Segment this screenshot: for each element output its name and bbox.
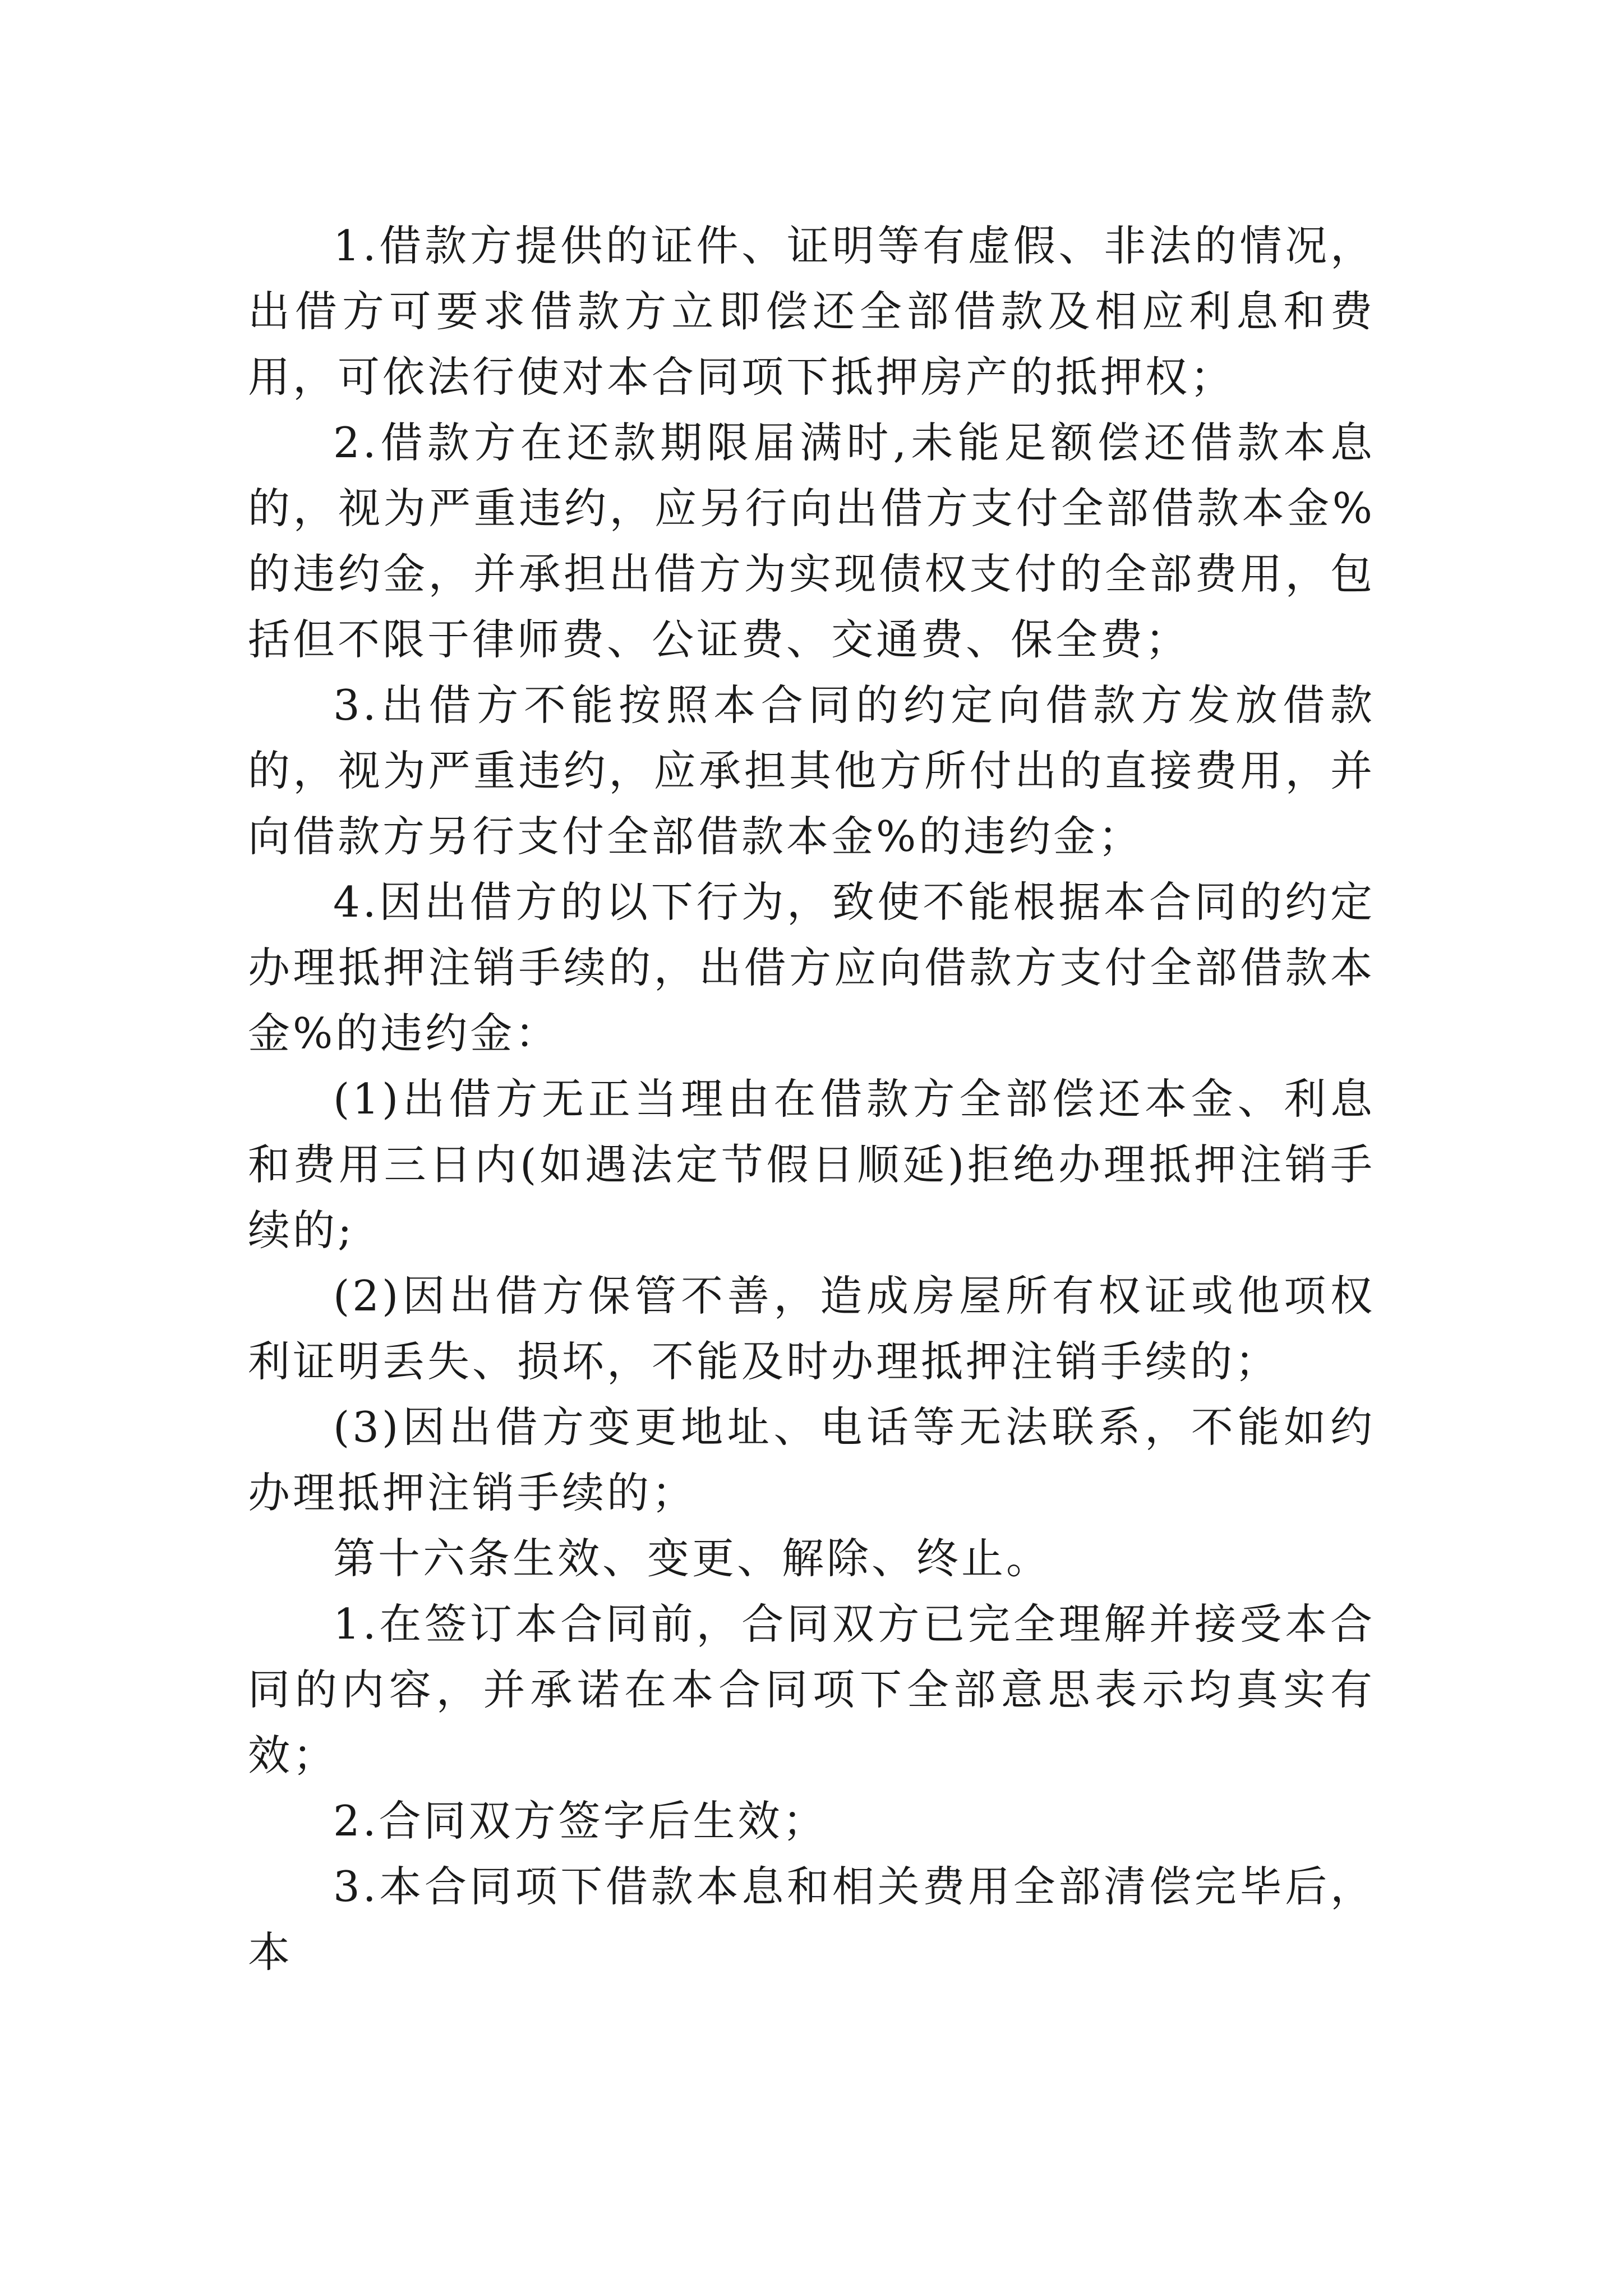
- paragraph-subclause-1: (1)出借方无正当理由在借款方全部偿还本金、利息和费用三日内(如遇法定节假日顺延)拒绝办理抵押注销手续的;: [248, 1074, 1375, 1255]
- paragraph-subclause-3: (3)因出借方变更地址、电话等无法联系，不能如约办理抵押注销手续的；: [248, 1402, 1375, 1517]
- paragraph-article16-clause-3: 3.本合同项下借款本息和相关费用全部清偿完毕后，本: [248, 1862, 1375, 1977]
- paragraph-clause-3: 3.出借方不能按照本合同的约定向借款方发放借款的，视为严重违约，应承担其他方所付出的直接费用，并向借款方另行支付全部借款本金%的违约金；: [248, 680, 1375, 861]
- paragraph-clause-2: 2.借款方在还款期限届满时,未能足额偿还借款本息的，视为严重违约，应另行向出借方支付全部借款本金%的违约金，并承担出借方为实现债权支付的全部费用，包括但不限于律师费、公证费、交通费、保全费；: [248, 418, 1375, 664]
- paragraph-clause-4: 4.因出借方的以下行为，致使不能根据本合同的约定办理抵押注销手续的，出借方应向借款方支付全部借款本金%的违约金：: [248, 877, 1375, 1058]
- document-body: [248, 213, 1375, 1985]
- paragraph-article16-clause-1: 1.在签订本合同前，合同双方已完全理解并接受本合同的内容，并承诺在本合同项下全部意思表示均真实有效；: [248, 1599, 1375, 1780]
- paragraph-subclause-2: (2)因出借方保管不善，造成房屋所有权证或他项权利证明丢失、损坏，不能及时办理抵押注销手续的；: [248, 1271, 1375, 1386]
- paragraph-article16-clause-2: 2.合同双方签字后生效；: [333, 1796, 828, 1846]
- paragraph-clause-1: 1.借款方提供的证件、证明等有虚假、非法的情况，出借方可要求借款方立即偿还全部借款及相应利息和费用，可依法行使对本合同项下抵押房产的抵押权；: [248, 221, 1375, 402]
- article-heading-16: 第十六条生效、变更、解除、终止。: [333, 1534, 1052, 1583]
